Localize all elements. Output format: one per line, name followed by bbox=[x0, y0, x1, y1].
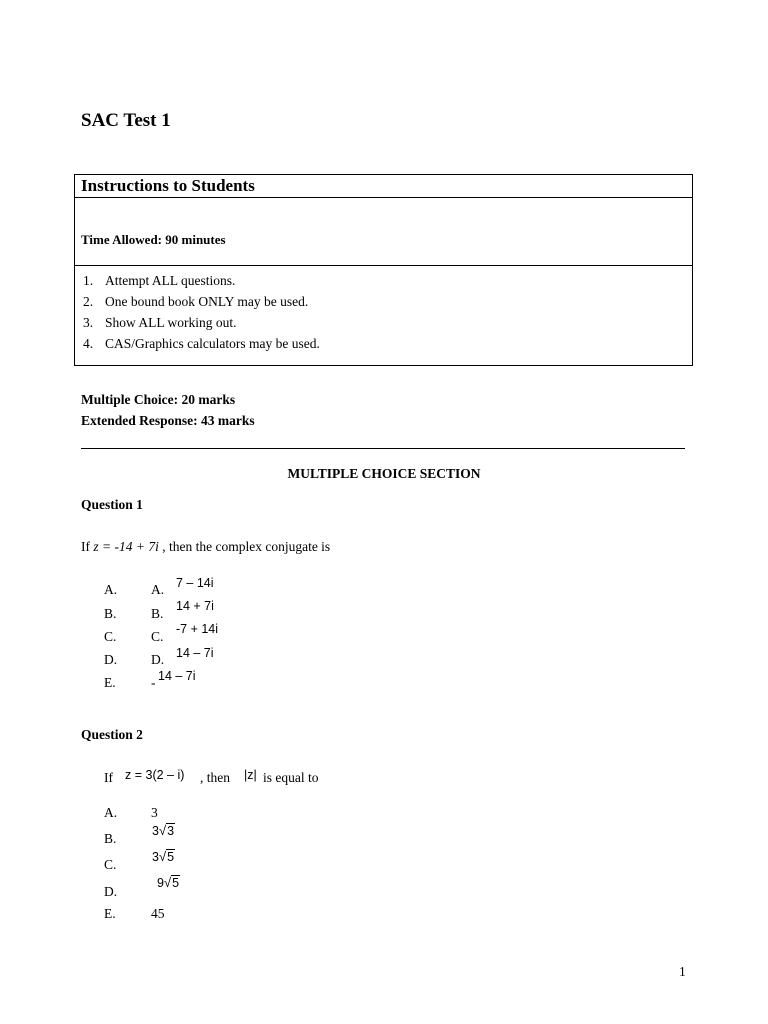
q1-option-c-value: -7 + 14i bbox=[176, 622, 219, 636]
instruction-item bbox=[83, 333, 320, 354]
question-1-suffix: , then the complex conjugate is bbox=[158, 539, 331, 554]
time-allowed-row bbox=[75, 198, 692, 266]
q1-option-b-letter: B. bbox=[104, 606, 117, 621]
q1-option-d-letter: D. bbox=[104, 652, 118, 667]
instruction-number: 4. bbox=[83, 336, 94, 351]
question-2-expression: z = 3(2 – i) bbox=[125, 768, 185, 782]
q1-option-b-letter2: B. bbox=[151, 606, 164, 621]
q1-option-a-letter2: A. bbox=[151, 582, 165, 597]
time-allowed: Time Allowed: 90 minutes bbox=[81, 232, 226, 247]
page-number: 1 bbox=[679, 964, 686, 979]
q2-option-b-radicand: 3 bbox=[167, 824, 175, 838]
instruction-text: Show ALL working out. bbox=[105, 315, 237, 330]
question-1-text bbox=[81, 539, 330, 555]
q1-option-d-letter2: D. bbox=[151, 652, 165, 667]
multiple-choice-marks: Multiple Choice: 20 marks bbox=[81, 392, 236, 407]
instruction-text: Attempt ALL questions. bbox=[105, 273, 236, 288]
instruction-number: 1. bbox=[83, 273, 94, 288]
question-2-then: , then bbox=[200, 770, 230, 785]
q2-option-c-value bbox=[152, 849, 175, 864]
q1-option-c-letter: C. bbox=[104, 629, 117, 644]
instructions-box bbox=[74, 174, 693, 366]
q2-option-c-radicand: 5 bbox=[167, 850, 175, 864]
q2-option-e-value: 45 bbox=[151, 906, 165, 921]
instruction-item bbox=[83, 270, 320, 291]
q2-option-d-radicand: 5 bbox=[172, 876, 180, 890]
q1-option-c-letter2: C. bbox=[151, 629, 164, 644]
sqrt-icon: √5 bbox=[163, 875, 180, 890]
q2-option-b-coefficient: 3 bbox=[152, 824, 159, 838]
question-2-modulus: |z| bbox=[244, 768, 257, 782]
section-divider bbox=[81, 448, 685, 449]
q1-option-e-value: 14 – 7i bbox=[158, 669, 196, 683]
question-2-if: If bbox=[104, 770, 113, 785]
q1-option-a-value: 7 – 14i bbox=[176, 576, 214, 590]
q1-option-a-letter: A. bbox=[104, 582, 118, 597]
q2-option-a-value: 3 bbox=[151, 805, 158, 820]
question-1-expression: z = -14 + 7i bbox=[93, 539, 159, 554]
q2-option-b-letter: B. bbox=[104, 831, 117, 846]
instruction-number: 3. bbox=[83, 315, 94, 330]
instruction-text: CAS/Graphics calculators may be used. bbox=[105, 336, 320, 351]
sqrt-icon: √3 bbox=[158, 823, 175, 838]
instruction-item bbox=[83, 312, 320, 333]
instruction-item bbox=[83, 291, 320, 312]
document-title: SAC Test 1 bbox=[81, 110, 171, 131]
q2-option-c-coefficient: 3 bbox=[152, 850, 159, 864]
instructions-header bbox=[75, 175, 692, 198]
question-2-heading: Question 2 bbox=[81, 727, 143, 742]
q2-option-c-letter: C. bbox=[104, 857, 117, 872]
extended-response-marks: Extended Response: 43 marks bbox=[81, 413, 255, 428]
q2-option-e-letter: E. bbox=[104, 906, 116, 921]
q1-option-e-letter2: - bbox=[151, 675, 156, 690]
sqrt-icon: √5 bbox=[158, 849, 175, 864]
question-2-tail: is equal to bbox=[263, 770, 319, 785]
instructions-heading: Instructions to Students bbox=[81, 176, 255, 195]
question-1-prefix: If bbox=[81, 539, 94, 554]
q2-option-a-letter: A. bbox=[104, 805, 118, 820]
section-title: MULTIPLE CHOICE SECTION bbox=[287, 466, 481, 481]
question-1-heading: Question 1 bbox=[81, 497, 143, 512]
instruction-text: One bound book ONLY may be used. bbox=[105, 294, 309, 309]
q2-option-d-coefficient: 9 bbox=[157, 876, 164, 890]
q2-option-d-value bbox=[157, 875, 180, 890]
instruction-number: 2. bbox=[83, 294, 94, 309]
q2-option-b-value bbox=[152, 823, 175, 838]
instructions-list bbox=[83, 270, 320, 354]
q1-option-b-value: 14 + 7i bbox=[176, 599, 214, 613]
q1-option-d-value: 14 – 7i bbox=[176, 646, 214, 660]
q2-option-d-letter: D. bbox=[104, 884, 118, 899]
q1-option-e-letter: E. bbox=[104, 675, 116, 690]
